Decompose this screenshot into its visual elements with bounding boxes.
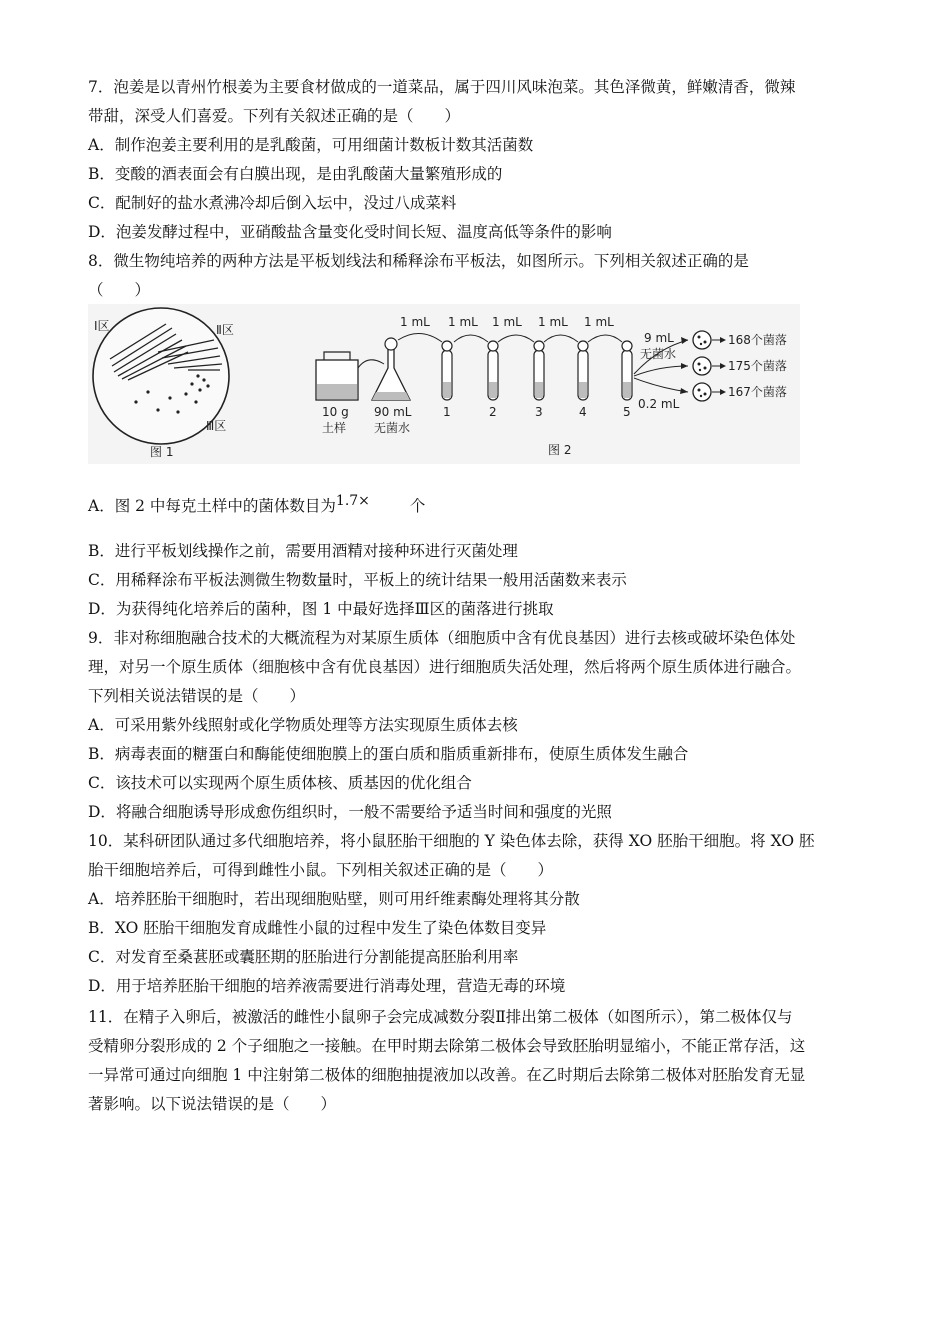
q7-option-a: A．制作泡姜主要利用的是乳酸菌，可用细菌计数板计数其活菌数 — [88, 136, 534, 154]
q9-option-a: A．可采用紫外线照射或化学物质处理等方法实现原生质体去核 — [88, 716, 518, 734]
tube-number-3: 3 — [535, 405, 543, 419]
test-tube-4 — [578, 341, 588, 400]
q11-stem-line-4: 著影响。以下说法错误的是（ ） — [88, 1095, 337, 1113]
q8-option-a-unit: 个 — [409, 497, 426, 515]
q10-option-a: A．培养胚胎干细胞时，若出现细胞贴壁，则可用纤维素酶处理将其分散 — [88, 890, 580, 908]
flask-water-label: 无菌水 — [374, 421, 411, 435]
q7-option-b: B．变酸的酒表面会有白膜出现，是由乳酸菌大量繁殖形成的 — [88, 165, 503, 183]
zone3-label: Ⅲ区 — [206, 419, 227, 433]
q7-option-d: D．泡姜发酵过程中，亚硝酸盐含量变化受时间长短、温度高低等条件的影响 — [88, 223, 612, 241]
q8-option-a-text: A．图 2 中每克土样中的菌体数目为 — [88, 497, 336, 515]
q10-stem-line-2: 胎干细胞培养后，可得到雌性小鼠。下列相关叙述正确的是（ ） — [88, 861, 554, 879]
test-tube-1 — [442, 341, 452, 400]
q9-stem-line-1: 9．非对称细胞融合技术的大概流程为对某原生质体（细胞质中含有优良基因）进行去核或破坏染色体处 — [88, 629, 796, 647]
q11-stem-line-3: 一异常可通过向细胞 1 中注射第二极体的细胞抽提液加以改善。在乙时期后去除第二极体对胚胎发育无显 — [88, 1066, 806, 1084]
zone1-label: Ⅰ区 — [94, 319, 110, 333]
test-tube-2 — [488, 341, 498, 400]
colony-count-2: 175个菌落 — [728, 359, 787, 373]
transfer-label-2: 1 mL — [448, 315, 478, 329]
tube-number-1: 1 — [443, 405, 451, 419]
tube-water-label: 无菌水 — [640, 347, 677, 361]
q7-stem-line-2: 带甜，深受人们喜爱。下列有关叙述正确的是（ ） — [88, 107, 461, 125]
colony-count-3: 167个菌落 — [728, 385, 787, 399]
q8-option-a — [88, 493, 426, 517]
q10-option-d: D．用于培养胚胎干细胞的培养液需要进行消毒处理，营造无毒的环境 — [88, 977, 566, 995]
q8-figure — [88, 304, 800, 464]
plating-volume-label: 0.2 mL — [638, 397, 680, 411]
q10-option-b: B．XO 胚胎干细胞发育成雌性小鼠的过程中发生了染色体数目变异 — [88, 919, 547, 937]
q8-option-b: B．进行平板划线操作之前，需要用酒精对接种环进行灭菌处理 — [88, 542, 518, 560]
result-plate-2 — [693, 357, 711, 375]
tube-water-volume-label: 9 mL — [644, 331, 674, 345]
result-plate-3 — [693, 383, 711, 401]
q7-option-c: C．配制好的盐水煮沸冷却后倒入坛中，没过八成菜料 — [88, 194, 457, 212]
q8-option-d: D．为获得纯化培养后的菌种，图 1 中最好选择Ⅲ区的菌落进行挑取 — [88, 600, 554, 618]
q9-option-d: D．将融合细胞诱导形成愈伤组织时，一般不需要给予适当时间和强度的光照 — [88, 803, 612, 821]
tube-number-5: 5 — [623, 405, 631, 419]
q8-figure-svg — [88, 304, 800, 464]
tube-number-4: 4 — [579, 405, 587, 419]
transfer-label-4: 1 mL — [538, 315, 568, 329]
flask-volume-label: 90 mL — [374, 405, 412, 419]
q9-stem-line-3: 下列相关说法错误的是（ ） — [88, 687, 306, 705]
q11-stem-line-2: 受精卵分裂形成的 2 个子细胞之一接触。在甲时期去除第二极体会导致胚胎明显缩小，不能正常存活，这 — [88, 1037, 806, 1055]
q11-stem-line-1: 11．在精子入卵后，被激活的雌性小鼠卵子会完成减数分裂Ⅱ排出第二极体（如图所示），第二极体仅与 — [88, 1008, 793, 1026]
tube-number-2: 2 — [489, 405, 497, 419]
q9-option-b: B．病毒表面的糖蛋白和酶能使细胞膜上的蛋白质和脂质重新排布，使原生质体发生融合 — [88, 745, 689, 763]
soil-mass-label: 10 g — [322, 405, 349, 419]
q8-option-a-value: 1.7× — [335, 493, 370, 509]
fig2-caption: 图 2 — [548, 443, 572, 457]
q7-stem-line-1: 7．泡姜是以青州竹根姜为主要食材做成的一道菜品，属于四川风味泡菜。其色泽微黄，鲜嫩清香，微辣 — [88, 78, 796, 96]
test-tube-5 — [622, 341, 632, 400]
q8-stem-line-2: （ ） — [88, 281, 151, 299]
transfer-label-1: 1 mL — [400, 315, 430, 329]
q8-stem-line-1: 8．微生物纯培养的两种方法是平板划线法和稀释涂布平板法，如图所示。下列相关叙述正确的是 — [88, 252, 749, 270]
fig1-caption: 图 1 — [150, 445, 174, 459]
q10-stem-line-1: 10．某科研团队通过多代细胞培养，将小鼠胚胎干细胞的 Y 染色体去除，获得 XO 胚胎干细胞。将 XO 胚 — [88, 832, 815, 850]
transfer-label-5: 1 mL — [584, 315, 614, 329]
q9-stem-line-2: 理，对另一个原生质体（细胞核中含有优良基因）进行细胞质失活处理，然后将两个原生质体进行融合。 — [88, 658, 802, 676]
soil-label: 土样 — [322, 421, 347, 435]
q10-option-c: C．对发育至桑葚胚或囊胚期的胚胎进行分割能提高胚胎利用率 — [88, 948, 519, 966]
transfer-label-3: 1 mL — [492, 315, 522, 329]
test-tube-3 — [534, 341, 544, 400]
q8-option-c: C．用稀释涂布平板法测微生物数量时，平板上的统计结果一般用活菌数来表示 — [88, 571, 627, 589]
q9-option-c: C．该技术可以实现两个原生质体核、质基因的优化组合 — [88, 774, 472, 792]
zone2-label: Ⅱ区 — [216, 323, 234, 337]
colony-count-1: 168个菌落 — [728, 333, 787, 347]
result-plate-1 — [693, 331, 711, 349]
